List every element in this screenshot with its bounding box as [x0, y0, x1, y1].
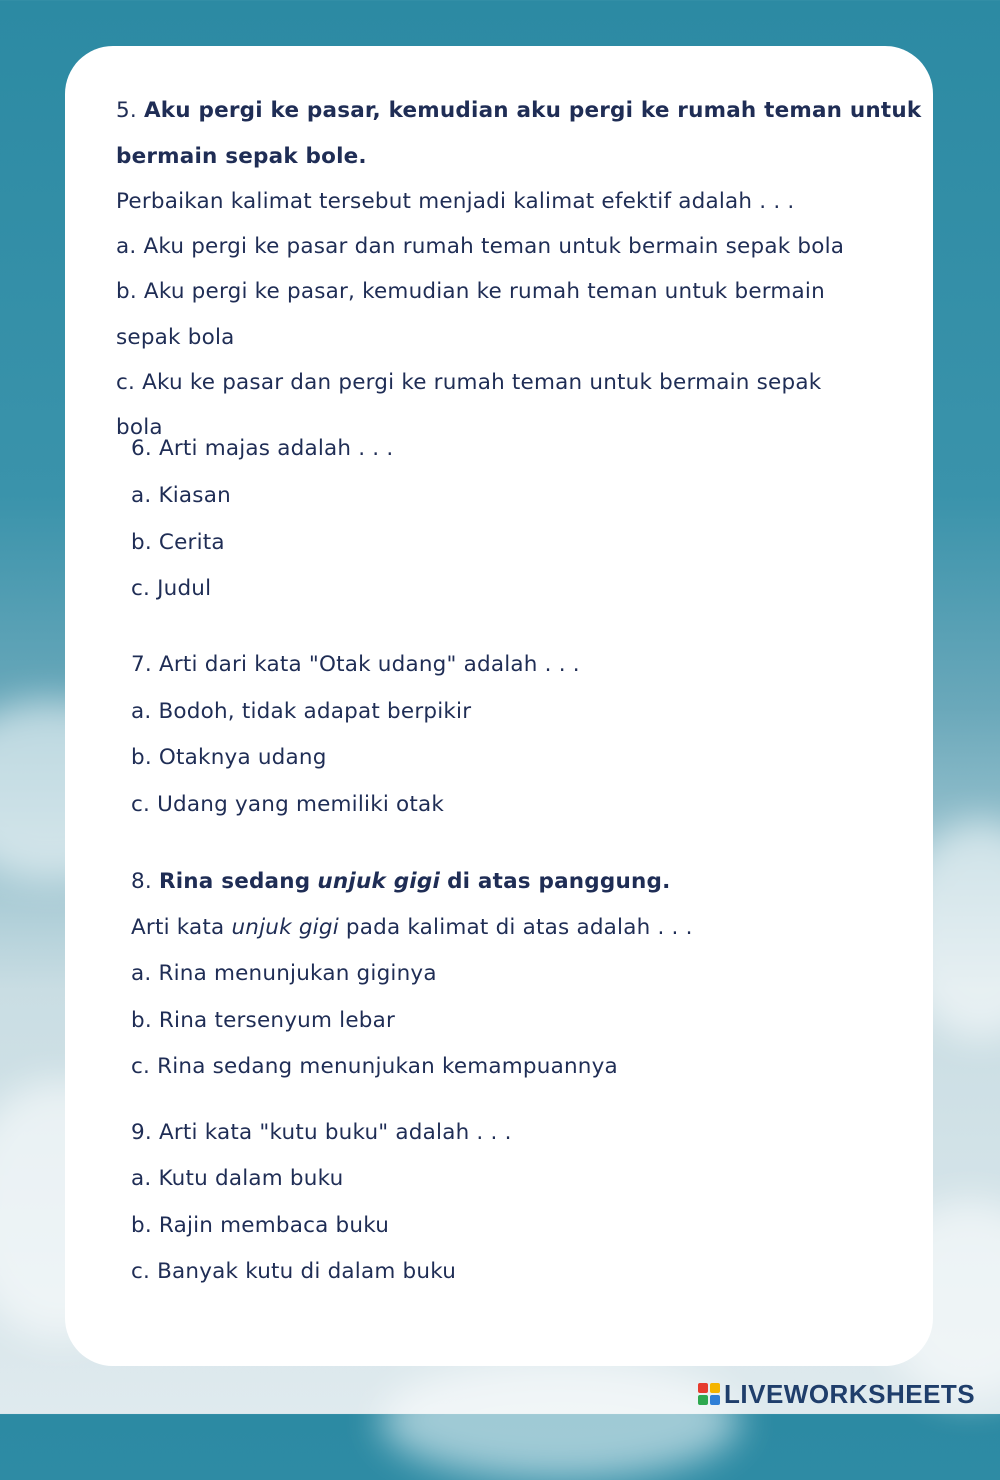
q5-stem-line-1: [116, 98, 921, 123]
logo-square-green: [698, 1395, 708, 1405]
q8-option-b[interactable]: b. Rina tersenyum lebar: [131, 1008, 396, 1033]
q8-prompt-part-1: Arti kata: [131, 915, 225, 940]
q9-option-b[interactable]: b. Rajin membaca buku: [131, 1213, 390, 1238]
q5-option-c-continued[interactable]: bola: [116, 415, 163, 440]
q8-prompt: [131, 915, 693, 940]
q8-stem-part-2: di atas panggung.: [447, 869, 671, 894]
q7-question: 7. Arti dari kata "Otak udang" adalah . . .: [131, 652, 580, 677]
logo-mark-icon: [698, 1383, 720, 1405]
q5-stem-text: Aku pergi ke pasar, kemudian aku pergi ke rumah teman untuk: [143, 98, 922, 123]
logo-square-yellow: [710, 1383, 720, 1393]
q8-prompt-idiom: unjuk gigi: [231, 915, 339, 940]
q7-option-b[interactable]: b. Otaknya udang: [131, 745, 327, 770]
q5-number: 5.: [116, 98, 137, 123]
q9-option-a[interactable]: a. Kutu dalam buku: [131, 1166, 344, 1191]
q7-option-c[interactable]: c. Udang yang memiliki otak: [131, 792, 445, 817]
q6-option-b[interactable]: b. Cerita: [131, 530, 225, 555]
q7-option-a[interactable]: a. Bodoh, tidak adapat berpikir: [131, 699, 472, 724]
worksheet-card: [65, 46, 933, 1366]
q8-option-a[interactable]: a. Rina menunjukan giginya: [131, 961, 437, 986]
logo-square-blue: [710, 1395, 720, 1405]
q8-number: 8.: [131, 869, 152, 894]
q5-prompt: Perbaikan kalimat tersebut menjadi kalimat efektif adalah . . .: [116, 189, 795, 214]
q5-option-b-continued[interactable]: sepak bola: [116, 325, 235, 350]
q5-option-a[interactable]: a. Aku pergi ke pasar dan rumah teman untuk bermain sepak bola: [116, 234, 845, 259]
q6-option-c[interactable]: c. Judul: [131, 576, 212, 601]
q5-stem-line-2: bermain sepak bole.: [116, 144, 367, 169]
q5-option-b[interactable]: b. Aku pergi ke pasar, kemudian ke rumah teman untuk bermain: [116, 279, 825, 304]
q9-question: 9. Arti kata "kutu buku" adalah . . .: [131, 1120, 512, 1145]
q6-option-a[interactable]: a. Kiasan: [131, 483, 231, 508]
q6-question: 6. Arti majas adalah . . .: [131, 436, 394, 461]
q8-stem-idiom: unjuk gigi: [317, 869, 441, 894]
q8-stem-part-1: Rina sedang: [158, 869, 311, 894]
logo-text: LIVEWORKSHEETS: [724, 1378, 976, 1409]
q5-option-c[interactable]: c. Aku ke pasar dan pergi ke rumah teman untuk bermain sepak: [116, 370, 822, 395]
q8-option-c[interactable]: c. Rina sedang menunjukan kemampuannya: [131, 1054, 618, 1079]
cloud-decoration: [380, 1360, 740, 1480]
q9-option-c[interactable]: c. Banyak kutu di dalam buku: [131, 1259, 457, 1284]
logo-square-red: [698, 1383, 708, 1393]
liveworksheets-logo[interactable]: [698, 1380, 975, 1408]
q8-stem: [131, 869, 670, 894]
q8-prompt-part-2: pada kalimat di atas adalah . . .: [345, 915, 693, 940]
